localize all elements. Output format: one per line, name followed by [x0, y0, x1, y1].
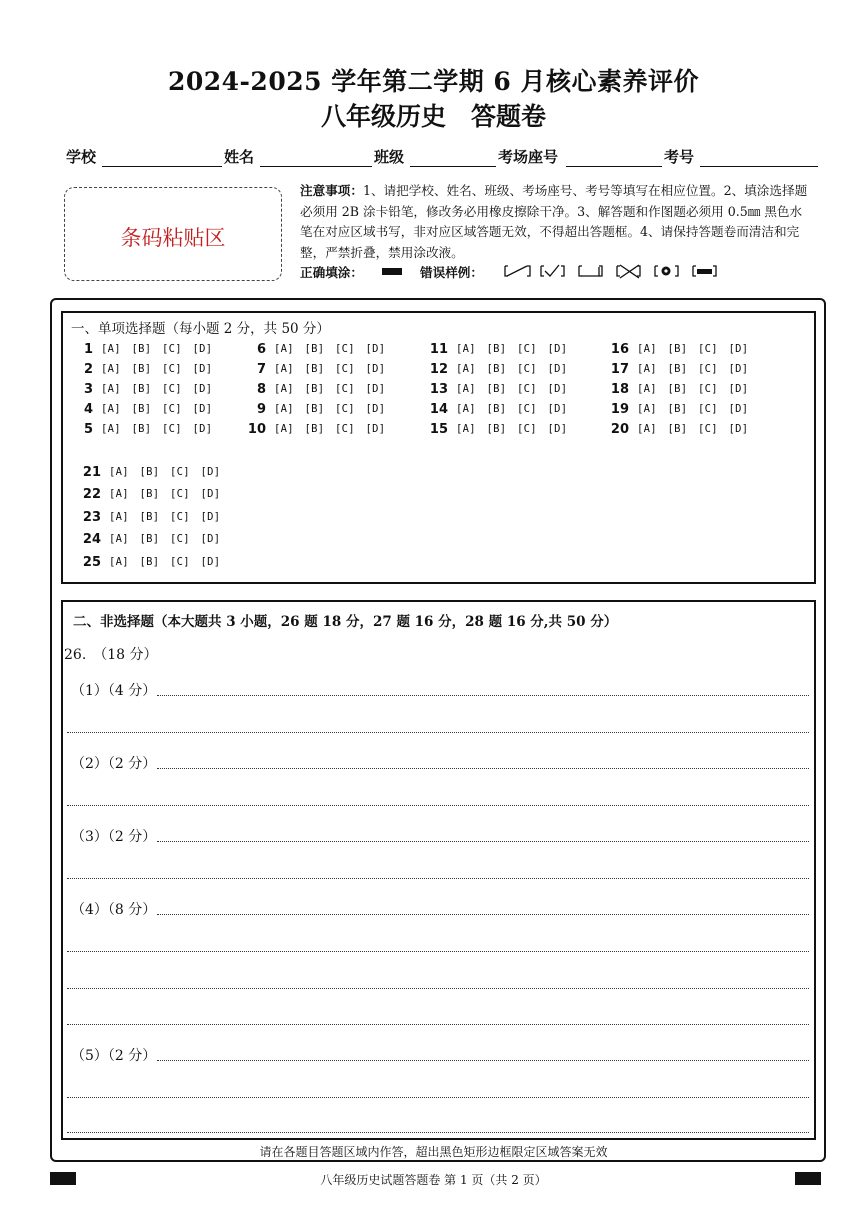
- choice-question[interactable]: [83, 381, 213, 397]
- fill-examples: [300, 262, 730, 280]
- choice-question[interactable]: [610, 361, 749, 377]
- page-title: 2024-2025 学年第二学期 6 月核心素养评价: [167, 67, 700, 96]
- question-number: 9: [256, 402, 266, 417]
- question-number: 16: [610, 342, 629, 357]
- instructions: [300, 181, 810, 263]
- class-field[interactable]: [410, 166, 496, 167]
- question-number: 2: [83, 362, 93, 377]
- choice-question[interactable]: [256, 361, 386, 377]
- question-number: 4: [83, 402, 93, 417]
- answer-line[interactable]: [67, 878, 809, 879]
- answer-options[interactable]: [A] [B] [C] [D]: [274, 423, 386, 435]
- notes-heading: 注意事项：: [300, 183, 363, 198]
- exam-no-label: 考号: [664, 148, 695, 166]
- choice-question[interactable]: [82, 554, 221, 570]
- answer-options[interactable]: [A] [B] [C] [D]: [101, 383, 213, 395]
- choice-question[interactable]: [82, 464, 221, 480]
- section-choice: [61, 311, 816, 584]
- answer-options[interactable]: [A] [B] [C] [D]: [637, 343, 749, 355]
- answer-options[interactable]: [A] [B] [C] [D]: [274, 383, 386, 395]
- wrong-fill-label: 错误样例：: [420, 265, 483, 280]
- question-number: 5: [83, 422, 93, 437]
- answer-options[interactable]: [A] [B] [C] [D]: [274, 403, 386, 415]
- answer-line[interactable]: [67, 988, 809, 989]
- barcode-label: 条码粘贴区: [120, 226, 226, 250]
- answer-options[interactable]: [A] [B] [C] [D]: [637, 403, 749, 415]
- answer-line[interactable]: [67, 951, 809, 952]
- choice-question[interactable]: [247, 421, 386, 437]
- question-number: 10: [247, 422, 266, 437]
- answer-options[interactable]: [A] [B] [C] [D]: [456, 403, 568, 415]
- section-choice-title: 一、单项选择题（每小题 2 分，共 50 分）: [71, 321, 330, 337]
- question-number: 14: [429, 402, 448, 417]
- answer-options[interactable]: [A] [B] [C] [D]: [637, 363, 749, 375]
- part-5-label: （5）（2 分）: [71, 1048, 157, 1064]
- answer-line[interactable]: [67, 1097, 809, 1098]
- choice-question[interactable]: [429, 401, 568, 417]
- answer-line[interactable]: [67, 1132, 809, 1133]
- answer-options[interactable]: [A] [B] [C] [D]: [274, 363, 386, 375]
- section-open: [61, 600, 816, 1140]
- alignment-mark-right: [795, 1172, 821, 1185]
- section-open-title: 二、非选择题（本大题共 3 小题，26 题 18 分，27 题 16 分，28 题 16 分,共 50 分）: [73, 614, 618, 630]
- question-number: 8: [256, 382, 266, 397]
- wrong-fill-samples-icon: [503, 263, 723, 280]
- answer-options[interactable]: [A] [B] [C] [D]: [456, 383, 568, 395]
- choice-question[interactable]: [429, 381, 568, 397]
- question-number: 13: [429, 382, 448, 397]
- choice-question[interactable]: [256, 341, 386, 357]
- question-number: 15: [429, 422, 448, 437]
- choice-question[interactable]: [83, 401, 213, 417]
- school-field[interactable]: [102, 166, 222, 167]
- part-2-label: （2）（2 分）: [71, 756, 157, 772]
- name-field[interactable]: [260, 166, 372, 167]
- school-label: 学校: [66, 148, 97, 166]
- choice-question[interactable]: [82, 531, 221, 547]
- answer-options[interactable]: [A] [B] [C] [D]: [109, 488, 221, 500]
- name-label: 姓名: [224, 148, 255, 166]
- question-number: 17: [610, 362, 629, 377]
- answer-line[interactable]: [157, 1060, 809, 1061]
- choice-question[interactable]: [610, 401, 749, 417]
- choice-question[interactable]: [429, 421, 568, 437]
- choice-question[interactable]: [82, 509, 221, 525]
- question-number: 7: [256, 362, 266, 377]
- question-26-heading: 26. （18 分）: [64, 647, 158, 663]
- part-3-label: （3）（2 分）: [71, 829, 157, 845]
- answer-options[interactable]: [A] [B] [C] [D]: [101, 423, 213, 435]
- notes-text: 1、请把学校、姓名、班级、考场座号、考号等填写在相应位置。2、填涂选择题必须用 2B 涂卡铅笔，修改务必用橡皮擦除干净。3、解答题和作图题必须用 0.5㎜ 黑色水笔在对应区域书写，非对应区域答题无效，不得超出答题框。4、请保持答题卷而清洁和完整，严禁折叠，禁用涂改液。: [300, 183, 808, 260]
- question-number: 11: [429, 342, 448, 357]
- choice-question[interactable]: [610, 421, 749, 437]
- answer-line[interactable]: [157, 695, 809, 696]
- seat-field[interactable]: [566, 166, 662, 167]
- choice-question[interactable]: [82, 486, 221, 502]
- answer-options[interactable]: [A] [B] [C] [D]: [109, 533, 221, 545]
- answer-options[interactable]: [A] [B] [C] [D]: [456, 343, 568, 355]
- answer-options[interactable]: [A] [B] [C] [D]: [101, 403, 213, 415]
- question-number: 21: [82, 465, 101, 480]
- choice-question[interactable]: [83, 341, 213, 357]
- part-1-label: （1）（4 分）: [71, 683, 157, 699]
- choice-question[interactable]: [610, 381, 749, 397]
- answer-options[interactable]: [A] [B] [C] [D]: [109, 511, 221, 523]
- question-number: 20: [610, 422, 629, 437]
- question-number: 25: [82, 555, 101, 570]
- answer-options[interactable]: [A] [B] [C] [D]: [109, 466, 221, 478]
- question-number: 12: [429, 362, 448, 377]
- question-number: 19: [610, 402, 629, 417]
- answer-options[interactable]: [A] [B] [C] [D]: [109, 556, 221, 568]
- answer-options[interactable]: [A] [B] [C] [D]: [637, 383, 749, 395]
- choice-question[interactable]: [429, 341, 568, 357]
- answer-options[interactable]: [A] [B] [C] [D]: [101, 343, 213, 355]
- page-footer: 八年级历史试题答题卷 第 1 页（共 2 页）: [320, 1173, 547, 1187]
- answer-options[interactable]: [A] [B] [C] [D]: [456, 423, 568, 435]
- answer-options[interactable]: [A] [B] [C] [D]: [456, 363, 568, 375]
- answer-line[interactable]: [67, 732, 809, 733]
- answer-options[interactable]: [A] [B] [C] [D]: [637, 423, 749, 435]
- student-info-row: [66, 146, 818, 170]
- answer-line[interactable]: [157, 768, 809, 769]
- question-number: 23: [82, 510, 101, 525]
- page-subtitle: 八年级历史 答题卷: [320, 102, 546, 131]
- choice-question[interactable]: [610, 341, 749, 357]
- choice-question[interactable]: [256, 381, 386, 397]
- choice-question[interactable]: [429, 361, 568, 377]
- barcode-area: [64, 187, 282, 281]
- question-number: 3: [83, 382, 93, 397]
- question-number: 6: [256, 342, 266, 357]
- answer-options[interactable]: [A] [B] [C] [D]: [274, 343, 386, 355]
- question-number: 1: [83, 342, 93, 357]
- exam-no-field[interactable]: [700, 166, 818, 167]
- question-number: 18: [610, 382, 629, 397]
- choice-question[interactable]: [256, 401, 386, 417]
- correct-fill-label: 正确填涂：: [300, 265, 363, 280]
- class-label: 班级: [374, 148, 405, 166]
- question-number: 24: [82, 532, 101, 547]
- correct-fill-sample: [382, 268, 402, 275]
- answer-line[interactable]: [67, 805, 809, 806]
- part-4-label: （4）（8 分）: [71, 902, 157, 918]
- answer-options[interactable]: [A] [B] [C] [D]: [101, 363, 213, 375]
- choice-question[interactable]: [83, 421, 213, 437]
- answer-line[interactable]: [157, 914, 809, 915]
- seat-label: 考场座号: [498, 148, 559, 166]
- footer-note: 请在各题目答题区域内作答，超出黑色矩形边框限定区域答案无效: [259, 1145, 608, 1159]
- answer-line[interactable]: [157, 841, 809, 842]
- answer-line[interactable]: [67, 1024, 809, 1025]
- choice-question[interactable]: [83, 361, 213, 377]
- question-number: 22: [82, 487, 101, 502]
